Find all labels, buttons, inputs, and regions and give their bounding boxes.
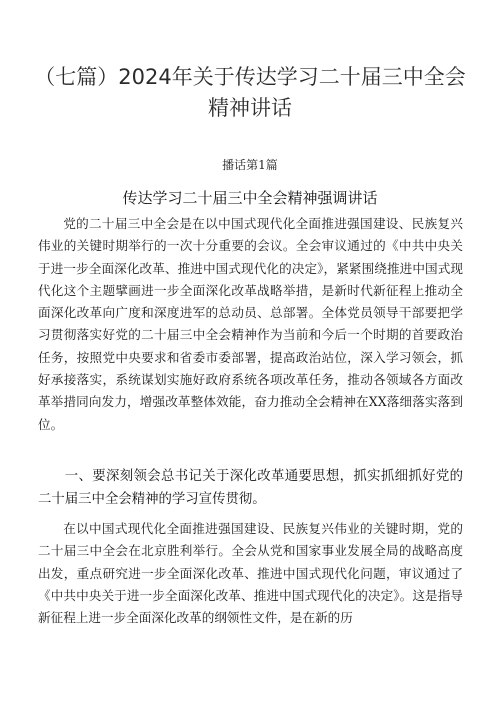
body-paragraph-1: 党的二十届三中全会是在以中国式现代化全面推进强国建设、民族复兴伟业的关键时期举行的一次十分重要的会议。全会审议通过的《中共中央关于进一步全面深化改革、推进中国式现代化的决定》，紧紧围绕推进中国式现代化这个主题擘画进一步全面深化改革战略举措，是新时代新征程上推动全面深化改革向广度和深度进军的总动员、总部署。全体党员领导干部要把学习贯彻落实好党的二十届三中全会精神作为当前和今后一个时期的首要政治任务，按照党中央要求和省委市委部署，提高政治站位，深入学习领会，抓好承接落实，系统谋划实施好政府系统各项改革任务，推动各领域各方面改革举措同向发力，增强改革整体效能，奋力推动全会精神在XX落细落实落到位。 bbox=[38, 216, 463, 432]
body-paragraph-2: 在以中国式现代化全面推进强国建设、民族复兴伟业的关键时期，党的二十届三中全会在北京胜利举行。全会从党和国家事业发展全局的战略高度出发，重点研究进一步全面深化改革、推进中国式现代化问题，审议通过了《中共中央关于进一步全面深化改革、推进中国式现代化的决定》。这是指导新征程上进一步全面深化改革的纲领性文件，是在新的历 bbox=[38, 521, 463, 626]
document-label: 播话第1篇 bbox=[222, 158, 278, 172]
section-title: 传达学习二十届三中全会精神强调讲话 bbox=[122, 189, 378, 207]
section-heading-1: 一、要深刻领会总书记关于深化改革通要思想，抓实抓细抓好党的二十届三中全会精神的学习宣传贯彻。 bbox=[38, 469, 463, 507]
document-title: （七篇）2024年关于传达学习二十届三中全会精神讲话 bbox=[34, 65, 466, 120]
